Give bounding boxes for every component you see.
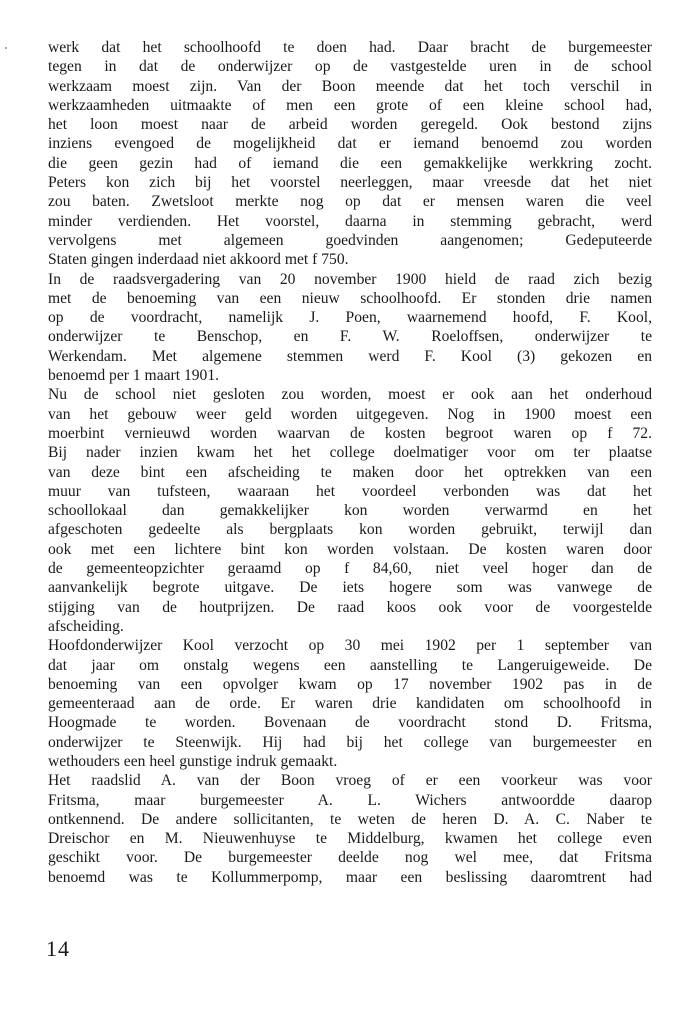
text-line: benoemd was te Kollummerpomp, maar een beslissing daaromtrent had bbox=[48, 868, 652, 886]
text-line: benoemd per 1 maart 1901. bbox=[48, 367, 220, 385]
text-line: Werkendam. Met algemene stemmen werd F. Kool (3) gekozen en bbox=[48, 347, 652, 365]
text-line: schoollokaal dan gemakkelijker kon worden verwarmd en het bbox=[48, 502, 652, 520]
text-line: werkzaam moest zijn. Van der Boon meende dat het toch verschil in bbox=[48, 77, 652, 95]
text-line: minder verdienden. Het voorstel, daarna in stemming gebracht, werd bbox=[48, 212, 652, 230]
text-line: Fritsma, maar burgemeester A. L. Wichers antwoordde daarop bbox=[48, 791, 652, 809]
text-line: van het gebouw weer geld worden uitgegeven. Nog in 1900 moest een bbox=[48, 405, 652, 423]
text-line: vervolgens met algemeen goedvinden aangenomen; Gedeputeerde bbox=[48, 231, 652, 249]
text-line: onderwijzer te Steenwijk. Hij had bij het college van burgemeester en bbox=[48, 733, 652, 751]
text-line: met de benoeming van een nieuw schoolhoofd. Er stonden drie namen bbox=[48, 289, 652, 307]
text-line: muur van tufsteen, waaraan het voordeel verbonden was dat het bbox=[48, 482, 652, 500]
text-line: werk dat het schoolhoofd te doen had. Daar bracht de burgemeester bbox=[48, 39, 652, 56]
text-line: dat jaar om onstalg wegens een aanstelling te Langeruigeweide. De bbox=[48, 656, 652, 674]
text-line: die geen gezin had of iemand die een gemakkelijke werkkring zocht. bbox=[48, 154, 652, 172]
scan-speck bbox=[5, 47, 7, 49]
text-line: Dreischor en M. Nieuwenhuyse te Middelburg, kwamen het college even bbox=[48, 830, 652, 848]
text-line: zou baten. Zwetsloot merkte nog op dat er mensen waren die veel bbox=[48, 193, 652, 211]
text-line: Het raadslid A. van der Boon vroeg of er een voorkeur was voor bbox=[48, 772, 652, 790]
text-line: stijging van de houtprijzen. De raad koos ook voor de voorgestelde bbox=[48, 598, 652, 616]
body-text bbox=[48, 38, 652, 887]
text-line: afgeschoten gedeelte als bergplaats kon worden gebruikt, terwijl dan bbox=[48, 521, 652, 539]
text-line: In de raadsvergadering van 20 november 1900 hield de raad zich bezig bbox=[48, 270, 652, 288]
text-line: werkzaamheden uitmaakte of men een grote of een kleine school had, bbox=[48, 96, 652, 114]
page-number: 14 bbox=[46, 936, 70, 961]
text-line: gemeenteraad aan de orde. Er waren drie kandidaten om schoolhoofd in bbox=[48, 695, 652, 713]
text-line: aanvankelijk begrote uitgave. De iets hogere som was vanwege de bbox=[48, 579, 652, 597]
text-line: wethouders een heel gunstige indruk gemaakt. bbox=[48, 752, 338, 770]
text-line: tegen in dat de onderwijzer op de vastgestelde uren in de school bbox=[48, 58, 652, 76]
text-line: Hoofdonderwijzer Kool verzocht op 30 mei 1902 per 1 september van bbox=[48, 637, 652, 655]
text-line: het loon moest naar de arbeid worden geregeld. Ook bestond zijns bbox=[48, 116, 652, 134]
text-line: ontkennend. De andere sollicitanten, te weten de heren D. A. C. Naber te bbox=[48, 810, 652, 828]
text-line: benoeming van een opvolger kwam op 17 november 1902 pas in de bbox=[48, 675, 652, 693]
text-line: van deze bint een afscheiding te maken door het optrekken van een bbox=[48, 463, 652, 481]
text-line: de gemeenteopzichter geraamd op f 84,60, niet veel hoger dan de bbox=[48, 560, 652, 578]
text-line: Hoogmade te worden. Bovenaan de voordracht stond D. Fritsma, bbox=[48, 714, 652, 732]
text-line: afscheiding. bbox=[48, 617, 124, 635]
text-line: Bij nader inzien kwam het het college doelmatiger voor om ter plaatse bbox=[48, 444, 652, 462]
text-line: geschikt voor. De burgemeester deelde nog wel mee, dat Fritsma bbox=[48, 849, 652, 867]
text-line: Peters kon zich bij het voorstel neerleggen, maar vreesde dat het niet bbox=[48, 174, 652, 192]
text-line: moerbint vernieuwd worden waarvan de kosten begroot waren op f 72. bbox=[48, 424, 652, 442]
text-line: op de voordracht, namelijk J. Poen, waarnemend hoofd, F. Kool, bbox=[48, 309, 652, 327]
text-line: Nu de school niet gesloten zou worden, moest er ook aan het onderhoud bbox=[48, 386, 652, 404]
text-line: onderwijzer te Benschop, en F. W. Roeloffsen, onderwijzer te bbox=[48, 328, 652, 346]
text-line: Staten gingen inderdaad niet akkoord met f 750. bbox=[48, 251, 349, 269]
text-line: ook met een lichtere bint kon worden volstaan. De kosten waren door bbox=[48, 540, 652, 558]
text-line: inziens evengoed de mogelijkheid dat er iemand benoemd zou worden bbox=[48, 135, 652, 153]
